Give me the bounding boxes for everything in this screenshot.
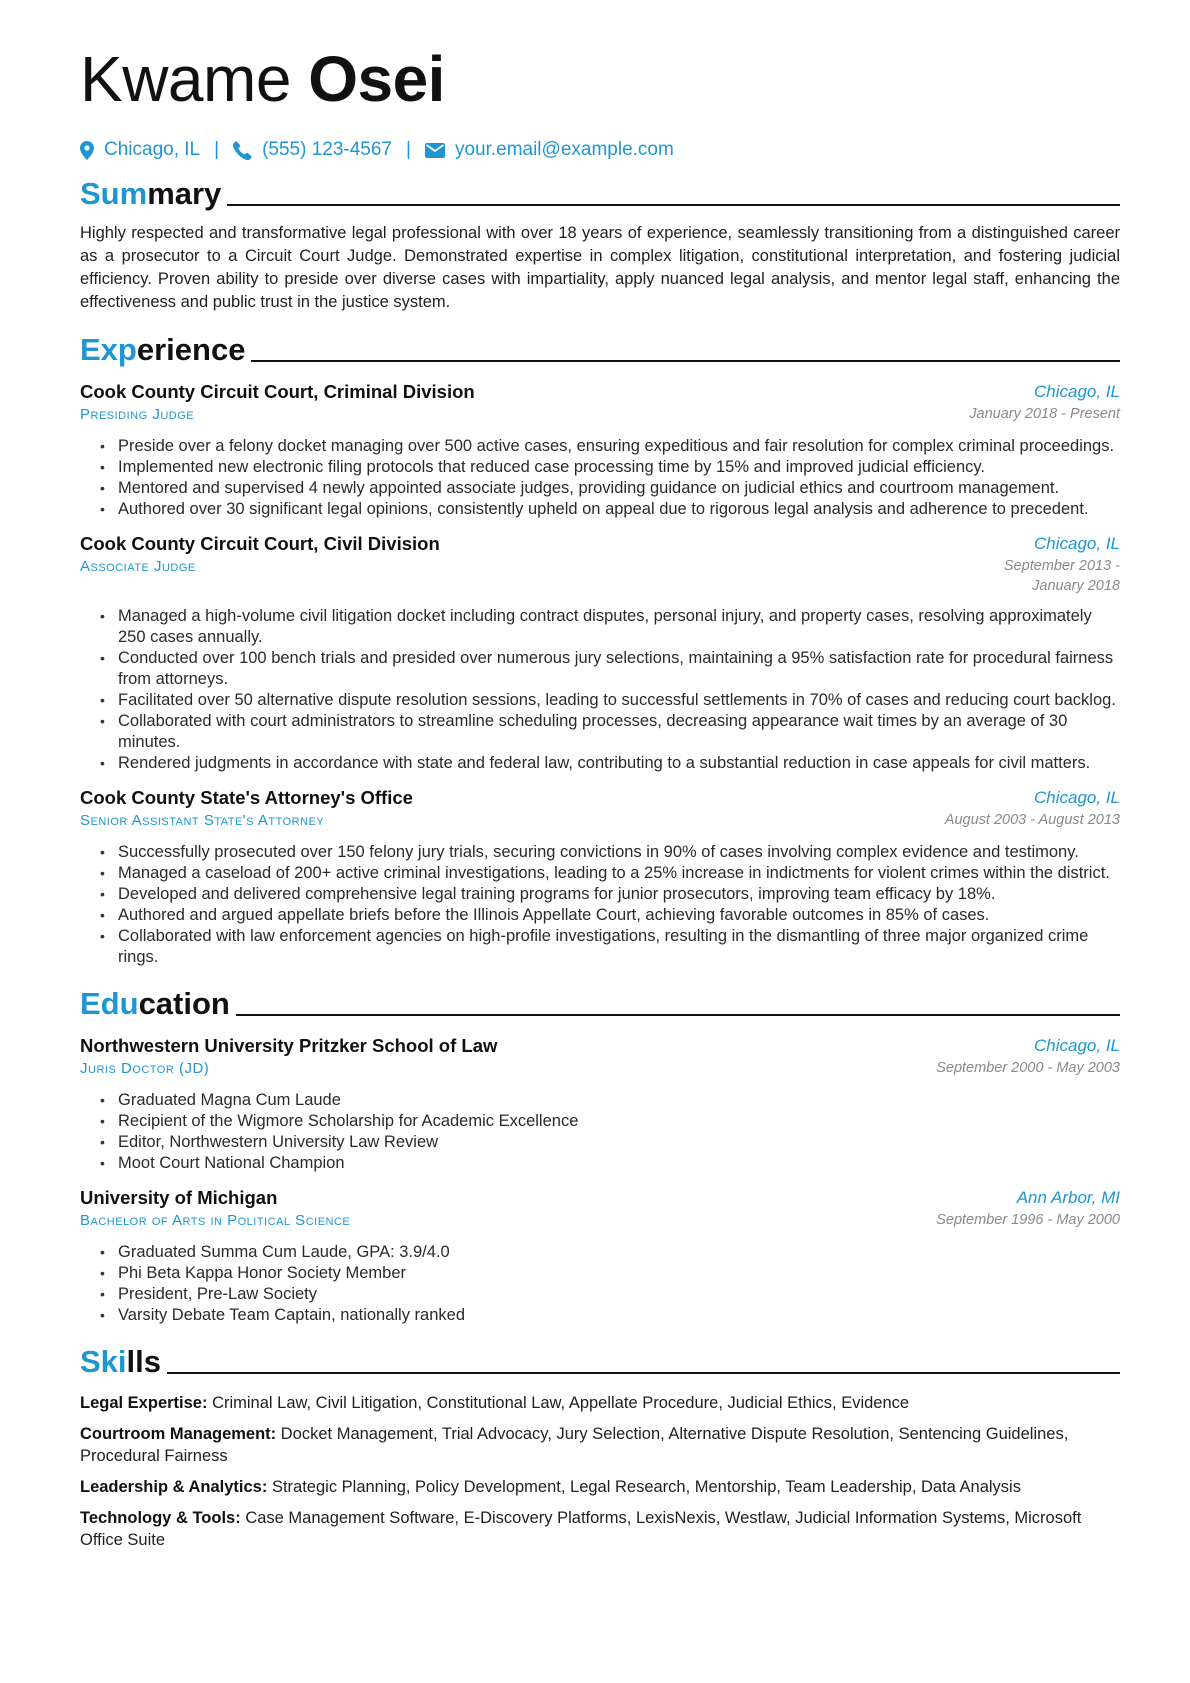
list-item: • Recipient of the Wigmore Scholarship for Academic Excellence (118, 1111, 1120, 1132)
skill-row (80, 1507, 1120, 1551)
list-item: • Rendered judgments in accordance with state and federal law, contributing to a substantial reduction in case appeals for civil matters. (118, 753, 1120, 774)
list-item: • Editor, Northwestern University Law Review (118, 1132, 1120, 1153)
entry-role: Senior Assistant State's Attorney (80, 812, 325, 829)
entry-bullets (80, 1242, 1120, 1326)
list-item: • Mentored and supervised 4 newly appointed associate judges, providing guidance on judicial ethics and courtroom management. (118, 478, 1120, 499)
phone-text: (555) 123-4567 (262, 139, 392, 160)
email-link[interactable]: your.email@example.com (454, 139, 674, 160)
entry-dates: September 2000 - May 2003 (936, 1060, 1120, 1076)
education-section (80, 982, 1120, 1326)
entry-role: Presiding Judge (80, 406, 195, 423)
skills-section (80, 1340, 1120, 1551)
entry-organization: Cook County Circuit Court, Criminal Division (80, 381, 475, 402)
entry-dates: September 1996 - May 2000 (936, 1212, 1120, 1228)
section-divider (227, 204, 1120, 206)
envelope-icon (425, 143, 445, 158)
experience-entry (80, 786, 1120, 968)
contact-phone (233, 139, 392, 161)
education-entry (80, 1186, 1120, 1326)
experience-entry (80, 532, 1120, 774)
list-item: • Preside over a felony docket managing over 500 active cases, ensuring expeditious and fair resolution for complex criminal proceedings. (118, 436, 1120, 457)
section-title: Summary (80, 176, 222, 211)
skill-label: Legal Expertise: (80, 1394, 208, 1412)
entry-location: Ann Arbor, MI (1016, 1188, 1120, 1207)
location-text: Chicago, IL (104, 139, 201, 160)
list-item: • Moot Court National Champion (118, 1153, 1120, 1174)
entry-role: Bachelor of Arts in Political Science (80, 1212, 351, 1229)
list-item: • Authored and argued appellate briefs before the Illinois Appellate Court, achieving favorable outcomes in 85% of cases. (118, 905, 1120, 926)
entry-organization: University of Michigan (80, 1187, 278, 1208)
last-name: Osei (308, 43, 445, 115)
list-item: • Facilitated over 50 alternative dispute resolution sessions, leading to successful settlements in 70% of cases and reducing court backlog. (118, 690, 1120, 711)
phone-icon (233, 141, 252, 160)
skill-row (80, 1392, 1120, 1414)
list-item: • Conducted over 100 bench trials and presided over numerous jury selections, maintaining a 95% satisfaction rate for procedural fairness from attorneys. (118, 648, 1120, 690)
entry-organization: Cook County State's Attorney's Office (80, 787, 413, 808)
contact-location (80, 139, 200, 161)
entry-bullets (80, 842, 1120, 968)
skills-list (80, 1392, 1120, 1551)
experience-entry (80, 380, 1120, 520)
skill-label: Leadership & Analytics: (80, 1478, 268, 1496)
skill-value: Strategic Planning, Policy Development, Legal Research, Mentorship, Team Leadership, Data Analysis (271, 1478, 1021, 1496)
entry-bullets (80, 436, 1120, 520)
entry-bullets (80, 606, 1120, 774)
summary-text: Highly respected and transformative legal professional with over 18 years of experience, seamlessly transitioning from a distinguished career as a prosecutor to a Circuit Court Judge. Demonstrated expertise in complex litigation, constitutional interpretation, and fostering judicial efficiency. Proven ability to preside over diverse cases with impartiality, apply nuanced legal analysis, and mentor legal staff, enhancing the effectiveness and public trust in the justice system. (80, 224, 1120, 311)
skill-value: Case Management Software, E-Discovery Platforms, LexisNexis, Westlaw, Judicial Information Systems, Microsoft Office Suite (80, 1509, 1082, 1549)
list-item: • Managed a caseload of 200+ active criminal investigations, leading to a 25% increase in indictments for violent crimes within the district. (118, 863, 1120, 884)
list-item: • Developed and delivered comprehensive legal training programs for junior prosecutors, improving team efficacy by 18%. (118, 884, 1120, 905)
list-item: • Implemented new electronic filing protocols that reduced case processing time by 15% and improved judicial efficiency. (118, 457, 1120, 478)
skill-row (80, 1423, 1120, 1467)
list-item: • Phi Beta Kappa Honor Society Member (118, 1263, 1120, 1284)
contact-email[interactable] (425, 139, 674, 161)
list-item: • Varsity Debate Team Captain, nationally ranked (118, 1305, 1120, 1326)
entry-organization: Cook County Circuit Court, Civil Division (80, 533, 440, 554)
skill-row (80, 1476, 1120, 1498)
candidate-name (80, 40, 1120, 118)
section-title: Skills (80, 1344, 161, 1379)
entry-bullets (80, 1090, 1120, 1174)
experience-section (80, 328, 1120, 968)
section-divider (251, 360, 1120, 362)
entry-role: Juris Doctor (JD) (80, 1060, 210, 1077)
skill-label: Technology & Tools: (80, 1509, 241, 1527)
list-item: • Collaborated with court administrators to streamline scheduling processes, decreasing appearance wait times by an average of 30 minutes. (118, 711, 1120, 753)
entry-role: Associate Judge (80, 558, 196, 575)
section-divider (167, 1372, 1120, 1374)
list-item: • Authored over 30 significant legal opinions, consistently upheld on appeal due to rigorous legal analysis and adherence to precedent. (118, 499, 1120, 520)
skill-value: Criminal Law, Civil Litigation, Constitutional Law, Appellate Procedure, Judicial Ethics, Evidence (212, 1394, 910, 1412)
entry-dates: September 2013 - January 2018 (1003, 558, 1120, 594)
skill-label: Courtroom Management: (80, 1425, 277, 1443)
entry-location: Chicago, IL (1034, 382, 1120, 401)
resume-page (80, 40, 1120, 1560)
entry-organization: Northwestern University Pritzker School of Law (80, 1035, 498, 1056)
map-pin-icon (80, 141, 94, 160)
list-item: • Managed a high-volume civil litigation docket including contract disputes, personal injury, and property cases, resolving approximately 250 cases annually. (118, 606, 1120, 648)
summary-section (80, 172, 1120, 314)
entry-location: Chicago, IL (1034, 788, 1120, 807)
entry-location: Chicago, IL (1034, 1036, 1120, 1055)
list-item: • Graduated Summa Cum Laude, GPA: 3.9/4.0 (118, 1242, 1120, 1263)
section-title: Education (80, 986, 230, 1021)
list-item: • President, Pre-Law Society (118, 1284, 1120, 1305)
section-divider (236, 1014, 1120, 1016)
entry-location: Chicago, IL (1034, 534, 1120, 553)
first-name: Kwame (80, 43, 291, 115)
skill-value: Docket Management, Trial Advocacy, Jury Selection, Alternative Dispute Resolution, Sentencing Guidelines, Procedural Fairness (80, 1425, 1069, 1465)
entry-dates: August 2003 - August 2013 (944, 812, 1120, 828)
section-title: Experience (80, 332, 246, 367)
contact-separator: | (214, 139, 220, 160)
list-item: • Graduated Magna Cum Laude (118, 1090, 1120, 1111)
list-item: • Successfully prosecuted over 150 felony jury trials, securing convictions in 90% of cases involving complex evidence and testimony. (118, 842, 1120, 863)
education-entry (80, 1034, 1120, 1174)
list-item: • Collaborated with law enforcement agencies on high-profile investigations, resulting in the dismantling of three major organized crime rings. (118, 926, 1120, 968)
contact-bar (80, 136, 1120, 164)
contact-separator: | (406, 139, 411, 160)
entry-dates: January 2018 - Present (969, 406, 1120, 422)
